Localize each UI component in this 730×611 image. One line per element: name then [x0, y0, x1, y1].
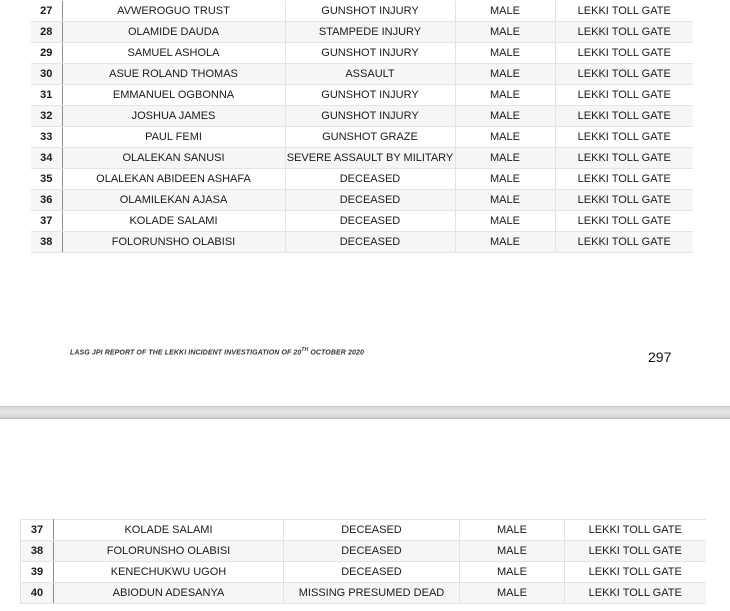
row-number-cell: 40: [21, 583, 54, 604]
page-number: 297: [648, 349, 672, 365]
sex-cell: MALE: [455, 43, 555, 64]
injury-status-cell: DECEASED: [284, 520, 460, 541]
location-cell: LEKKI TOLL GATE: [565, 562, 706, 583]
sex-cell: MALE: [460, 541, 565, 562]
table-row: [21, 583, 706, 604]
row-number-cell: 33: [31, 127, 62, 148]
sex-cell: MALE: [455, 127, 555, 148]
casualty-table-body: [31, 1, 693, 253]
casualty-table-body: [21, 520, 706, 604]
person-name-cell: KOLADE SALAMI: [54, 520, 284, 541]
person-name-cell: AVWEROGUO TRUST: [62, 1, 285, 22]
location-cell: LEKKI TOLL GATE: [565, 583, 706, 604]
table-row: [31, 148, 693, 169]
row-number-cell: 37: [21, 520, 54, 541]
injury-status-cell: GUNSHOT INJURY: [285, 106, 455, 127]
table-row: [31, 190, 693, 211]
sex-cell: MALE: [455, 190, 555, 211]
injury-status-cell: ASSAULT: [285, 64, 455, 85]
injury-status-cell: DECEASED: [284, 562, 460, 583]
row-number-cell: 27: [31, 1, 62, 22]
table-row: [31, 169, 693, 190]
person-name-cell: ABIODUN ADESANYA: [54, 583, 284, 604]
injury-status-cell: DECEASED: [285, 190, 455, 211]
sex-cell: MALE: [455, 169, 555, 190]
table-row: [31, 106, 693, 127]
footer-caption-date: OCTOBER 2020: [308, 349, 364, 357]
sex-cell: MALE: [455, 148, 555, 169]
row-number-cell: 34: [31, 148, 62, 169]
table-row: [21, 541, 706, 562]
sex-cell: MALE: [455, 22, 555, 43]
person-name-cell: SAMUEL ASHOLA: [62, 43, 285, 64]
row-number-cell: 35: [31, 169, 62, 190]
location-cell: LEKKI TOLL GATE: [555, 1, 693, 22]
sex-cell: MALE: [455, 211, 555, 232]
person-name-cell: EMMANUEL OGBONNA: [62, 85, 285, 106]
row-number-cell: 36: [31, 190, 62, 211]
sex-cell: MALE: [455, 232, 555, 253]
table-row: [31, 22, 693, 43]
injury-status-cell: DECEASED: [285, 232, 455, 253]
sex-cell: MALE: [460, 562, 565, 583]
injury-status-cell: DECEASED: [285, 211, 455, 232]
injury-status-cell: STAMPEDE INJURY: [285, 22, 455, 43]
footer-caption-superscript: TH: [301, 347, 309, 353]
row-number-cell: 29: [31, 43, 62, 64]
person-name-cell: ASUE ROLAND THOMAS: [62, 64, 285, 85]
row-number-cell: 30: [31, 64, 62, 85]
table-row: [31, 43, 693, 64]
page-separator: [0, 406, 730, 419]
injury-status-cell: SEVERE ASSAULT BY MILITARY: [285, 148, 455, 169]
table-row: [31, 85, 693, 106]
sex-cell: MALE: [460, 583, 565, 604]
injury-status-cell: GUNSHOT INJURY: [285, 43, 455, 64]
row-number-cell: 28: [31, 22, 62, 43]
person-name-cell: OLALEKAN ABIDEEN ASHAFA: [62, 169, 285, 190]
injury-status-cell: DECEASED: [285, 169, 455, 190]
casualty-table-page-298: [20, 519, 706, 604]
footer-caption-text: LASG JPI REPORT OF THE LEKKI INCIDENT INVESTIGATION OF 20: [70, 349, 302, 357]
location-cell: LEKKI TOLL GATE: [555, 127, 693, 148]
row-number-cell: 38: [21, 541, 54, 562]
person-name-cell: KENECHUKWU UGOH: [54, 562, 284, 583]
table-row: [31, 127, 693, 148]
injury-status-cell: GUNSHOT INJURY: [285, 1, 455, 22]
sex-cell: MALE: [455, 64, 555, 85]
person-name-cell: FOLORUNSHO OLABISI: [62, 232, 285, 253]
table-row: [31, 64, 693, 85]
person-name-cell: FOLORUNSHO OLABISI: [54, 541, 284, 562]
casualty-table-page-297: [31, 1, 693, 253]
person-name-cell: KOLADE SALAMI: [62, 211, 285, 232]
table-row: [31, 211, 693, 232]
location-cell: LEKKI TOLL GATE: [565, 541, 706, 562]
sex-cell: MALE: [455, 85, 555, 106]
location-cell: LEKKI TOLL GATE: [555, 64, 693, 85]
person-name-cell: PAUL FEMI: [62, 127, 285, 148]
report-footer-caption: [70, 347, 364, 356]
location-cell: LEKKI TOLL GATE: [565, 520, 706, 541]
location-cell: LEKKI TOLL GATE: [555, 232, 693, 253]
row-number-cell: 32: [31, 106, 62, 127]
person-name-cell: OLAMIDE DAUDA: [62, 22, 285, 43]
location-cell: LEKKI TOLL GATE: [555, 169, 693, 190]
person-name-cell: JOSHUA JAMES: [62, 106, 285, 127]
injury-status-cell: DECEASED: [284, 541, 460, 562]
location-cell: LEKKI TOLL GATE: [555, 148, 693, 169]
injury-status-cell: MISSING PRESUMED DEAD: [284, 583, 460, 604]
row-number-cell: 37: [31, 211, 62, 232]
location-cell: LEKKI TOLL GATE: [555, 85, 693, 106]
location-cell: LEKKI TOLL GATE: [555, 43, 693, 64]
sex-cell: MALE: [455, 1, 555, 22]
table-row: [31, 232, 693, 253]
table-row: [31, 1, 693, 22]
location-cell: LEKKI TOLL GATE: [555, 190, 693, 211]
row-number-cell: 38: [31, 232, 62, 253]
injury-status-cell: GUNSHOT GRAZE: [285, 127, 455, 148]
sex-cell: MALE: [460, 520, 565, 541]
table-row: [21, 520, 706, 541]
report-page-298: [0, 419, 730, 611]
injury-status-cell: GUNSHOT INJURY: [285, 85, 455, 106]
person-name-cell: OLALEKAN SANUSI: [62, 148, 285, 169]
location-cell: LEKKI TOLL GATE: [555, 22, 693, 43]
location-cell: LEKKI TOLL GATE: [555, 106, 693, 127]
person-name-cell: OLAMILEKAN AJASA: [62, 190, 285, 211]
row-number-cell: 39: [21, 562, 54, 583]
location-cell: LEKKI TOLL GATE: [555, 211, 693, 232]
sex-cell: MALE: [455, 106, 555, 127]
row-number-cell: 31: [31, 85, 62, 106]
table-row: [21, 562, 706, 583]
